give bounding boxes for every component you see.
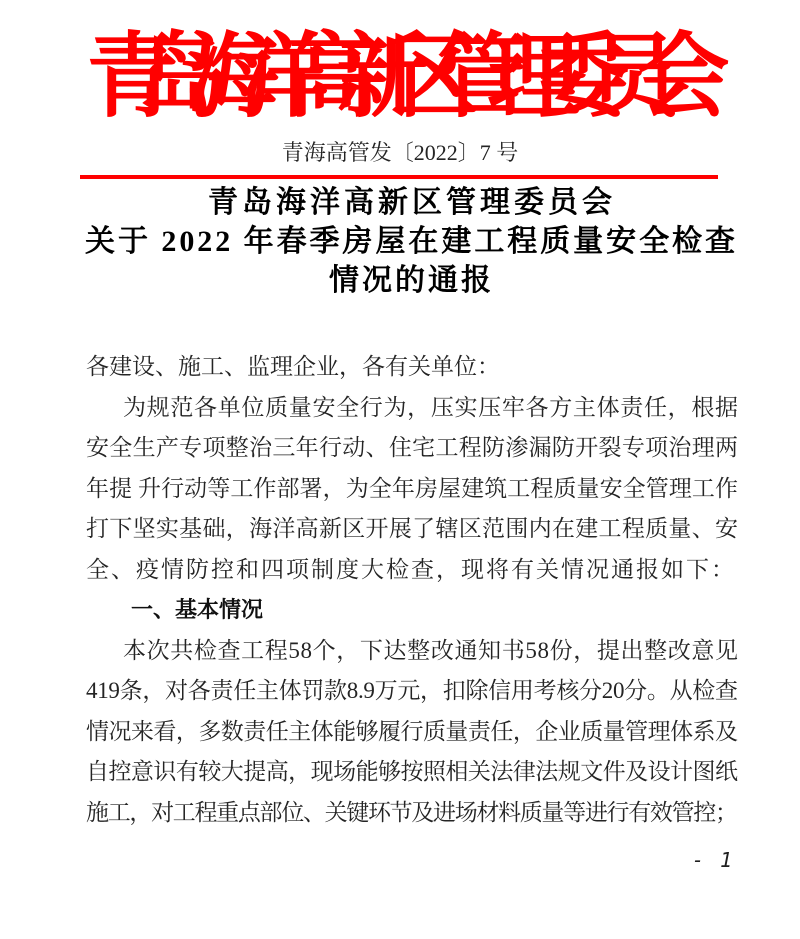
body-line: [86, 791, 746, 832]
body-line: [86, 710, 746, 751]
body-line: [86, 629, 746, 670]
document-title-line-2: [0, 222, 800, 261]
body-line: [86, 386, 746, 427]
body-line: [86, 669, 746, 710]
body-line: [86, 507, 746, 548]
salutation-line: [86, 345, 746, 386]
body-line: [86, 750, 746, 791]
section-heading-text: 一、基本情况: [131, 597, 264, 622]
body-line-text: 施工，对工程重点部位、关键环节及进场材料质量等进行有效管控；: [86, 799, 738, 825]
document-body: [86, 345, 746, 831]
title-line-text: 情况的通报: [329, 264, 491, 297]
page-number: - 1: [691, 848, 734, 872]
body-line-text: 安全生产专项整治三年行动、住宅工程防渗漏防开裂专项治理两: [86, 435, 738, 460]
masthead-org-name: 青岛海洋高新区管理委员会: [86, 26, 730, 128]
title-line-text: 关于 2022 年春季房屋在建工程质量安全检查: [85, 225, 735, 258]
document-title-line-3: [0, 261, 800, 300]
document-title: [0, 183, 800, 300]
body-line-text: 情况来看，多数责任主体能够履行质量责任，企业质量管理体系及: [86, 718, 738, 744]
title-line-text: 青岛海洋高新区管理委员会: [208, 186, 612, 219]
body-line: [86, 548, 746, 589]
body-line-text: 年提 升行动等工作部署，为全年房屋建筑工程质量安全管理工作: [86, 475, 738, 501]
body-line: [86, 426, 746, 467]
section-heading: [86, 588, 746, 629]
body-line: [86, 467, 746, 508]
salutation-text: 各建设、施工、监理企业，各有关单位：: [86, 354, 500, 379]
document-reference-number: 青海高管发〔2022〕7 号: [281, 140, 519, 165]
body-line-text: 为规范各单位质量安全行为，压实压牢各方主体责任，根据: [123, 394, 738, 420]
body-line-text: 本次共检查工程58个，下达整改通知书58份，提出整改意见: [123, 637, 738, 663]
document-masthead: [0, 20, 800, 130]
body-line-text: 打下坚实基础，海洋高新区开展了辖区范围内在建工程质量、安: [86, 516, 738, 541]
red-divider-line: [80, 175, 718, 179]
document-title-line-1: [0, 183, 800, 222]
body-line-text: 自控意识有较大提高，现场能够按照相关法律法规文件及设计图纸: [86, 759, 738, 784]
body-line-text: 419条，对各责任主体罚款8.9万元，扣除信用考核分20分。从检查: [86, 678, 738, 703]
body-line-text: 全、疫情防控和四项制度大检查，现将有关情况通报如下：: [86, 556, 734, 582]
